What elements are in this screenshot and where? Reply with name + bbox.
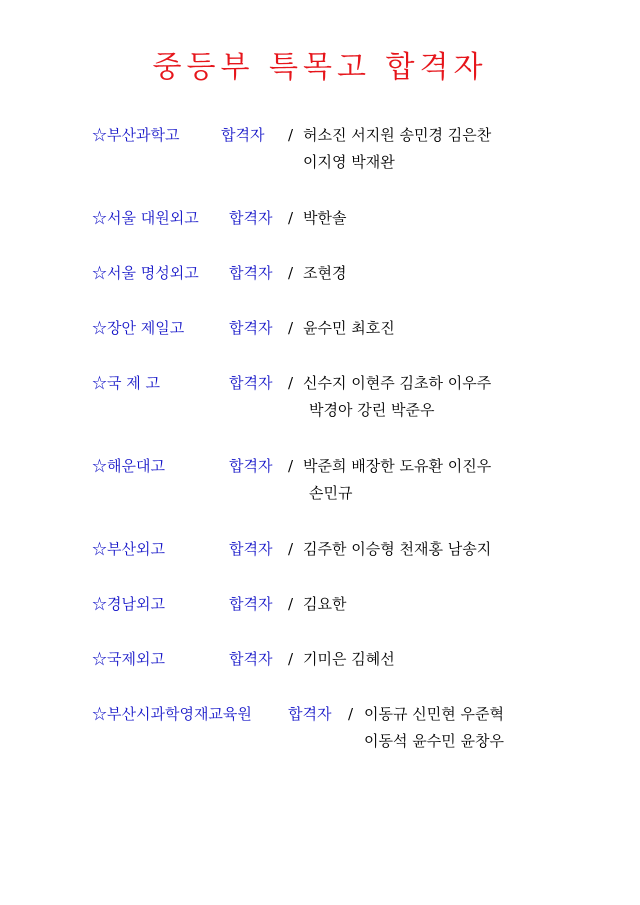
- student-names: 김주한 이승형 천재홍 남송지: [303, 540, 492, 558]
- school-name: ☆경남외고: [92, 595, 165, 613]
- school-name: ☆서울 명성외고: [92, 264, 199, 282]
- student-names: 이동규 신민현 우준혁: [364, 705, 504, 723]
- pass-label: 합격자: [229, 595, 273, 613]
- separator: /: [288, 264, 294, 282]
- student-names: 신수지 이현주 김초하 이우주: [303, 374, 492, 392]
- student-names-continued: 손민규: [309, 484, 353, 502]
- separator: /: [288, 374, 294, 392]
- student-names: 박준희 배장한 도유환 이진우: [303, 457, 492, 475]
- student-names-continued: 이지영 박재완: [303, 153, 395, 171]
- school-name: ☆국 제 고: [92, 374, 161, 392]
- pass-label: 합격자: [229, 209, 273, 227]
- separator: /: [288, 595, 294, 613]
- pass-label: 합격자: [229, 319, 273, 337]
- student-names: 김요한: [303, 595, 347, 613]
- page-title: 중등부 특목고 합격자: [152, 50, 488, 85]
- school-name: ☆국제외고: [92, 650, 165, 668]
- pass-label: 합격자: [288, 705, 332, 723]
- pass-label: 합격자: [229, 650, 273, 668]
- pass-label: 합격자: [229, 374, 273, 392]
- separator: /: [288, 650, 294, 668]
- pass-label: 합격자: [229, 540, 273, 558]
- student-names: 허소진 서지원 송민경 김은찬: [303, 126, 492, 144]
- school-name: ☆부산과학고: [92, 126, 180, 144]
- separator: /: [348, 705, 354, 723]
- separator: /: [288, 457, 294, 475]
- student-names: 윤수민 최호진: [303, 319, 395, 337]
- student-names-continued: 박경아 강린 박준우: [309, 401, 435, 419]
- school-name: ☆해운대고: [92, 457, 165, 475]
- pass-label: 합격자: [221, 126, 265, 144]
- student-names-continued: 이동석 윤수민 윤창우: [364, 732, 504, 750]
- student-names: 박한솔: [303, 209, 347, 227]
- student-names: 조현경: [303, 264, 347, 282]
- student-names: 기미은 김혜선: [303, 650, 395, 668]
- school-name: ☆서울 대원외고: [92, 209, 199, 227]
- school-name: ☆장안 제일고: [92, 319, 185, 337]
- separator: /: [288, 540, 294, 558]
- pass-label: 합격자: [229, 264, 273, 282]
- separator: /: [288, 126, 294, 144]
- pass-label: 합격자: [229, 457, 273, 475]
- separator: /: [288, 209, 294, 227]
- school-name: ☆부산시과학영재교육원: [92, 705, 252, 723]
- school-name: ☆부산외고: [92, 540, 165, 558]
- separator: /: [288, 319, 294, 337]
